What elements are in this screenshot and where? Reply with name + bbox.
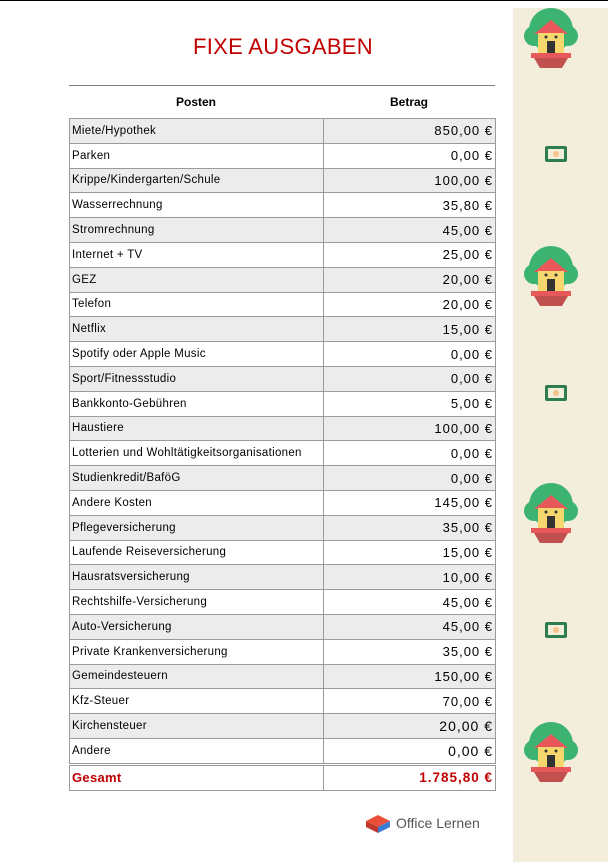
office-lernen-logo [365, 812, 480, 834]
column-header-betrag: Betrag [389, 95, 428, 109]
table-row [70, 391, 496, 416]
house-icon [522, 483, 580, 545]
table-row [70, 565, 496, 590]
expense-amount-cell[interactable]: 0,00 € [324, 738, 496, 764]
table-row [70, 267, 496, 292]
table-row [70, 441, 496, 466]
expense-amount-cell[interactable]: 5,00 € [324, 391, 496, 416]
total-amount[interactable]: 1.785,80 € [324, 764, 496, 790]
table-row [70, 119, 496, 144]
expense-amount-cell[interactable]: 0,00 € [324, 366, 496, 391]
house-icon [522, 8, 580, 70]
expense-amount-cell[interactable]: 35,00 € [324, 515, 496, 540]
expense-name-cell[interactable]: Parken [70, 143, 324, 168]
header-rule [69, 85, 495, 86]
expense-name-cell[interactable]: Auto-Versicherung [70, 614, 324, 639]
table-row [70, 317, 496, 342]
expense-amount-cell[interactable]: 145,00 € [324, 490, 496, 515]
expense-amount-cell[interactable]: 10,00 € [324, 565, 496, 590]
logo-text: Office Lernen [396, 815, 480, 831]
table-row [70, 590, 496, 615]
expense-name-cell[interactable]: Telefon [70, 292, 324, 317]
expense-amount-cell[interactable]: 15,00 € [324, 317, 496, 342]
expense-amount-cell[interactable]: 0,00 € [324, 466, 496, 491]
expense-name-cell[interactable]: Spotify oder Apple Music [70, 342, 324, 367]
house-icon [522, 246, 580, 308]
tv-icon [545, 622, 567, 638]
expense-amount-cell[interactable]: 15,00 € [324, 540, 496, 565]
total-row [70, 764, 496, 790]
table-row [70, 143, 496, 168]
expense-name-cell[interactable]: Miete/Hypothek [70, 119, 324, 144]
table-row [70, 168, 496, 193]
expense-name-cell[interactable]: Hausratsversicherung [70, 565, 324, 590]
table-row [70, 738, 496, 764]
table-row [70, 416, 496, 441]
expense-amount-cell[interactable]: 20,00 € [324, 292, 496, 317]
expense-name-cell[interactable]: Kirchensteuer [70, 714, 324, 739]
top-border-line [0, 0, 608, 1]
expense-name-cell[interactable]: Studienkredit/BaföG [70, 466, 324, 491]
expense-amount-cell[interactable]: 150,00 € [324, 664, 496, 689]
expense-name-cell[interactable]: Kfz-Steuer [70, 689, 324, 714]
table-row [70, 292, 496, 317]
expense-name-cell[interactable]: Sport/Fitnessstudio [70, 366, 324, 391]
expenses-table [69, 118, 496, 791]
expense-amount-cell[interactable]: 35,00 € [324, 639, 496, 664]
logo-icon [365, 813, 391, 833]
expense-name-cell[interactable]: Krippe/Kindergarten/Schule [70, 168, 324, 193]
expense-amount-cell[interactable]: 35,80 € [324, 193, 496, 218]
expense-name-cell[interactable]: Internet + TV [70, 242, 324, 267]
expense-amount-cell[interactable]: 0,00 € [324, 441, 496, 466]
expense-amount-cell[interactable]: 25,00 € [324, 242, 496, 267]
expense-amount-cell[interactable]: 45,00 € [324, 590, 496, 615]
expense-name-cell[interactable]: Pflegeversicherung [70, 515, 324, 540]
expense-name-cell[interactable]: Stromrechnung [70, 218, 324, 243]
table-row [70, 466, 496, 491]
expense-name-cell[interactable]: Haustiere [70, 416, 324, 441]
expense-amount-cell[interactable]: 20,00 € [324, 714, 496, 739]
table-row [70, 714, 496, 739]
table-row [70, 515, 496, 540]
expense-name-cell[interactable]: Private Krankenversicherung [70, 639, 324, 664]
table-row [70, 490, 496, 515]
column-header-posten: Posten [175, 95, 216, 109]
expense-name-cell[interactable]: Bankkonto-Gebühren [70, 391, 324, 416]
table-row [70, 366, 496, 391]
expense-amount-cell[interactable]: 850,00 € [324, 119, 496, 144]
table-row [70, 193, 496, 218]
table-row [70, 614, 496, 639]
expense-name-cell[interactable]: Rechtshilfe-Versicherung [70, 590, 324, 615]
expense-name-cell[interactable]: GEZ [70, 267, 324, 292]
table-row [70, 689, 496, 714]
expense-amount-cell[interactable]: 45,00 € [324, 614, 496, 639]
table-row [70, 639, 496, 664]
expense-amount-cell[interactable]: 70,00 € [324, 689, 496, 714]
expense-name-cell[interactable]: Gemeindesteuern [70, 664, 324, 689]
expense-amount-cell[interactable]: 100,00 € [324, 168, 496, 193]
table-row [70, 664, 496, 689]
expense-name-cell[interactable]: Lotterien und Wohltätigkeitsorganisationen [70, 441, 324, 466]
expense-name-cell[interactable]: Wasserrechnung [70, 193, 324, 218]
table-row [70, 540, 496, 565]
expense-name-cell[interactable]: Andere [70, 738, 324, 764]
expense-amount-cell[interactable]: 0,00 € [324, 342, 496, 367]
table-row [70, 342, 496, 367]
expense-amount-cell[interactable]: 100,00 € [324, 416, 496, 441]
table-row [70, 218, 496, 243]
expense-name-cell[interactable]: Netflix [70, 317, 324, 342]
expense-name-cell[interactable]: Andere Kosten [70, 490, 324, 515]
expense-amount-cell[interactable]: 20,00 € [324, 267, 496, 292]
tv-icon [545, 385, 567, 401]
total-label: Gesamt [70, 764, 324, 790]
expense-amount-cell[interactable]: 45,00 € [324, 218, 496, 243]
house-icon [522, 722, 580, 784]
expense-amount-cell[interactable]: 0,00 € [324, 143, 496, 168]
page-title: FIXE AUSGABEN [193, 34, 373, 59]
expense-name-cell[interactable]: Laufende Reiseversicherung [70, 540, 324, 565]
tv-icon [545, 146, 567, 162]
table-row [70, 242, 496, 267]
